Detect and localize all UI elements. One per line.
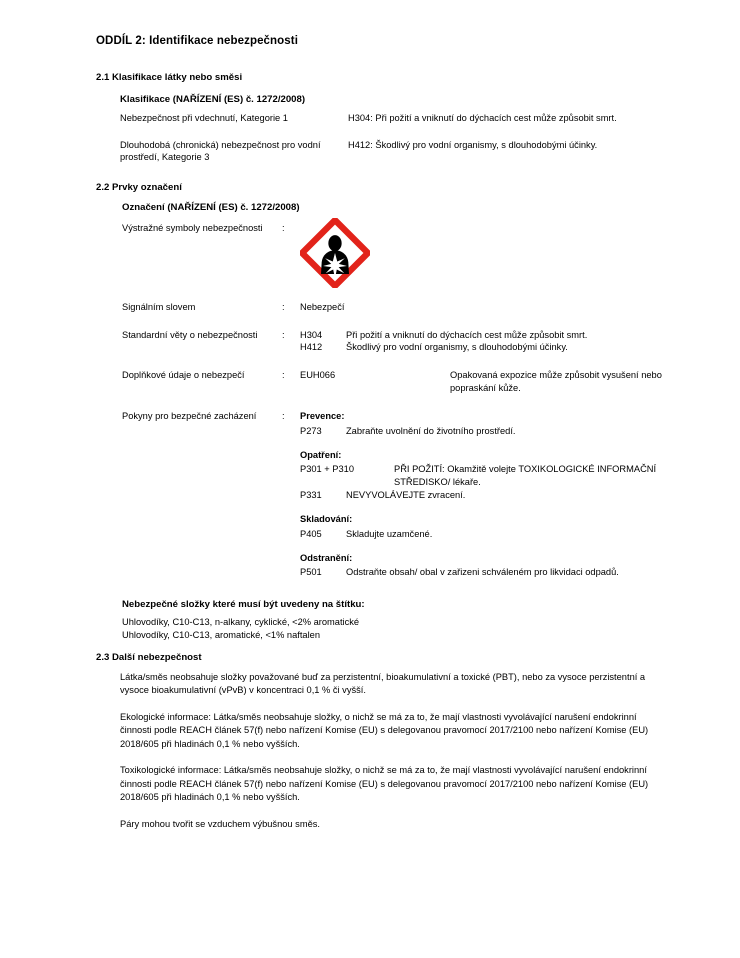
signal-word-row [122,301,664,314]
precautionary-code: P301 + P310 [300,464,355,475]
precautionary-group-title: Prevence: [300,410,345,421]
hazard-statement-text: H412: Škodlivý pro vodní organismy, s dlouhodobými účinky. [348,139,598,150]
precautionary-group [300,513,664,541]
pictogram-cell [300,222,664,288]
hazard-code: H412 [300,342,323,353]
precautionary-text: Zabraňte uvolnění do životního prostředí. [346,425,516,436]
spacer [96,164,664,182]
document-body [96,34,664,831]
subsection-2-1-content [120,94,664,164]
supplemental-code: EUH066 [300,370,336,381]
precautionary-item [300,528,664,541]
ecological-info-paragraph: Ekologické informace: Látka/směs neobsahuje složky, o nichž se má za to, že mají vlastnosti vyvolávající narušení endokrinní činnosti podle REACH článek 57(f) nebo nařízení Komise (EU) s delegovanou pravomocí 2017/2100 nebo nařízení Komise (EU) 2018/605 při hladinách 0,1 % nebo vyšších. [120,711,649,749]
vapour-warning-paragraph: Páry mohou tvořit se vzduchem výbušnou směs. [120,818,320,829]
ghs08-health-hazard-icon [300,218,370,288]
supplemental-info-value [300,369,664,395]
hazardous-component-item: Uhlovodíky, C10-C13, aromatické, <1% naftalen [122,629,321,640]
hazard-text: Při požití a vniknutí do dýchacích cest může způsobit smrt. [346,329,588,340]
subsection-2-2-heading: 2.2 Prvky označení [96,182,182,194]
supplemental-text: Opakovaná expozice může způsobit vysušení nebo popraskání kůže. [450,370,662,394]
further-hazards-paragraph: Látka/směs neobsahuje složky považované buď za perzistentní, bioakumulativní a toxické (PBT), nebo za vysoce perzistentní a vysoce bioakumulativní (vPvB) v koncentraci 0,1 % či vyšší. [120,672,646,696]
hazard-text: Škodlivý pro vodní organismy, s dlouhodobými účinky. [346,342,568,353]
section-heading: ODDÍL 2: Identifikace nebezpečnosti [96,35,299,47]
hazardous-components-block [122,599,664,642]
hazard-statement-item [300,329,664,342]
row-colon: : [282,370,285,381]
spacer [96,642,664,652]
subsection-2-1-heading: 2.1 Klasifikace látky nebo směsi [96,72,243,84]
precautionary-item [300,489,664,502]
classification-row [120,139,664,165]
row-colon: : [282,222,285,233]
precautionary-code: P501 [300,567,322,578]
row-colon: : [282,410,285,421]
signal-word-label: Signálním slovem [122,301,196,312]
supplemental-item [300,369,664,395]
hazard-class-label: Dlouhodobá (chronická) nebezpečnost pro vodní prostředí, Kategorie 3 [120,139,321,163]
precautionary-groups [300,410,664,579]
precautionary-group-title: Opatření: [300,449,342,460]
precautionary-group [300,410,664,438]
precautionary-row [122,410,664,579]
precautionary-group-title: Odstranění: [300,552,353,563]
precautionary-code: P405 [300,528,322,539]
pictogram-row [122,222,664,288]
precautionary-item [300,425,664,438]
precautionary-text: Odstraňte obsah/ obal v zařizeni schváleném pro likvidaci odpadů. [346,567,619,578]
precautionary-item [300,463,664,489]
toxicological-info-paragraph: Toxikologické informace: Látka/směs neobsahuje složky, o nichž se má za to, že mají vlastnosti vyvolávající narušení endokrinní činnosti podle REACH článek 57(f) nebo nařízení Komise (EU) s delegovanou pravomocí 2017/2100 nebo nařízení Komise (EU) 2018/605 při hladinách 0,1 % nebo vyšších. [120,765,649,803]
row-colon: : [282,329,285,340]
precautionary-group [300,449,664,502]
hazardous-components-title: Nebezpečné složky které musí být uvedeny na štítku: [122,599,365,611]
precautionary-text: PŘI POŽITÍ: Okamžitě volejte TOXIKOLOGICKÉ INFORMAČNÍ STŘEDISKO/ lékaře. [394,464,657,488]
hazard-code: H304 [300,329,323,340]
subsection-2-3-heading: 2.3 Další nebezpečnost [96,652,202,664]
signal-word-value: Nebezpečí [300,301,345,312]
classification-block-title: Klasifikace (NAŘÍZENÍ (ES) č. 1272/2008) [120,94,306,106]
hazard-statements-row [122,329,664,355]
hazardous-component-item: Uhlovodíky, C10-C13, n-alkany, cyklické, <2% aromatické [122,616,360,627]
row-colon: : [282,301,285,312]
precautionary-group-title: Skladování: [300,513,353,524]
hazard-class-label: Nebezpečnost při vdechnutí, Kategorie 1 [120,112,288,123]
supplemental-info-row [122,369,664,395]
hazard-statement-text: H304: Při požití a vniknutí do dýchacích cest může způsobit smrt. [348,112,617,123]
precautionary-code: P331 [300,490,322,501]
hazard-statements-label: Standardní věty o nebezpečnosti [122,329,258,340]
precautionary-item [300,566,664,579]
precautionary-code: P273 [300,425,322,436]
labelling-block-title: Označení (NAŘÍZENÍ (ES) č. 1272/2008) [122,202,300,214]
precautionary-text: Skladujte uzamčené. [346,528,433,539]
hazard-statements-list [300,329,664,355]
classification-row [120,112,664,125]
hazard-statement-item [300,341,664,354]
supplemental-info-label: Doplňkové údaje o nebezpečí [122,370,245,381]
precautionary-group [300,552,664,580]
pictogram-row-label: Výstražné symboly nebezpečnosti [122,222,263,233]
subsection-2-2-content [122,202,664,642]
precautionary-label: Pokyny pro bezpečné zacházení [122,410,257,421]
precautionary-text: NEVYVOLÁVEJTE zvracení. [346,490,466,501]
subsection-2-3-content [120,671,664,831]
